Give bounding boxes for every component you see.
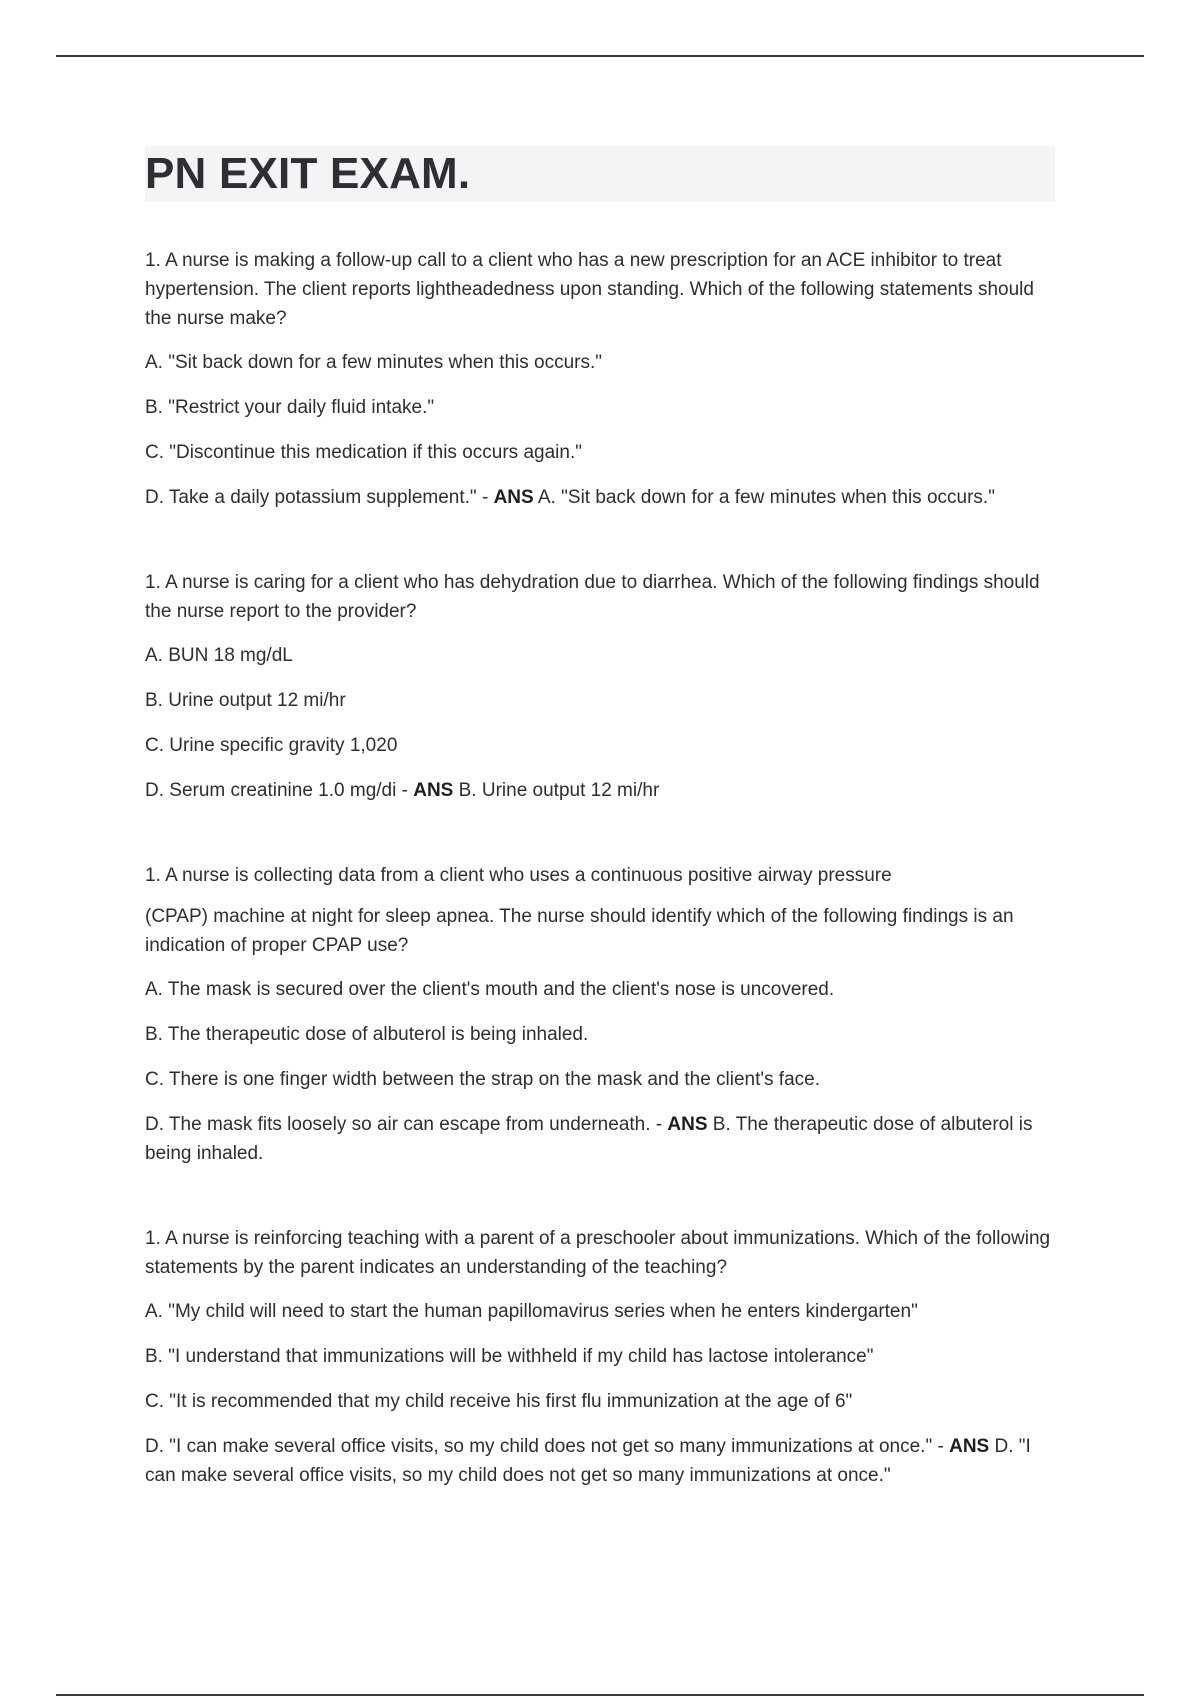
option-c: C. "It is recommended that my child receive his first flu immunization at the age of 6" — [145, 1391, 853, 1412]
question-stem: 1. A nurse is caring for a client who has dehydration due to diarrhea. Which of the following findings should the nurse report to the provider? — [145, 572, 1040, 622]
option-d: D. "I can make several office visits, so my child does not get so many immunizations at once." - — [145, 1436, 950, 1457]
option-d-with-answer — [145, 483, 1055, 512]
option-a: A. BUN 18 mg/dL — [145, 645, 293, 666]
question-block — [145, 246, 1055, 512]
top-divider — [56, 55, 1144, 57]
question-block — [145, 568, 1055, 805]
answer-text: B. Urine output 12 mi/hr — [453, 780, 660, 801]
option-d: D. The mask fits loosely so air can escape from underneath. - — [145, 1114, 668, 1135]
question-stem-continued: (CPAP) machine at night for sleep apnea. The nurse should identify which of the following findings is an indication of proper CPAP use? — [145, 906, 1014, 956]
answer-label: ANS — [413, 780, 454, 801]
bottom-divider — [56, 1694, 1144, 1696]
option-b: B. "I understand that immunizations will be withheld if my child has lactose intolerance" — [145, 1346, 874, 1367]
title-band — [145, 146, 1055, 202]
question-block — [145, 1224, 1055, 1490]
option-a: A. "My child will need to start the human papillomavirus series when he enters kindergarten" — [145, 1301, 918, 1322]
option-d: D. Take a daily potassium supplement." - — [145, 487, 494, 508]
option-b: B. The therapeutic dose of albuterol is being inhaled. — [145, 1024, 589, 1045]
option-d-with-answer — [145, 1432, 1055, 1490]
answer-label: ANS — [667, 1114, 708, 1135]
page-title: PN EXIT EXAM. — [145, 149, 471, 198]
answer-text: A. "Sit back down for a few minutes when this occurs." — [533, 487, 995, 508]
answer-text: B. The therapeutic dose of albuterol is being inhaled. — [145, 1114, 1033, 1164]
option-a: A. The mask is secured over the client's mouth and the client's nose is uncovered. — [145, 979, 835, 1000]
option-d-with-answer — [145, 776, 1055, 805]
option-b: B. "Restrict your daily fluid intake." — [145, 397, 435, 418]
option-c: C. "Discontinue this medication if this occurs again." — [145, 442, 582, 463]
option-c: C. There is one finger width between the strap on the mask and the client's face. — [145, 1069, 820, 1090]
answer-text: D. "I can make several office visits, so my child does not get so many immunizations at once." — [145, 1436, 1031, 1486]
document-body — [145, 146, 1055, 1506]
answer-label: ANS — [949, 1436, 990, 1457]
question-block — [145, 861, 1055, 1168]
answer-label: ANS — [493, 487, 534, 508]
option-a: A. "Sit back down for a few minutes when this occurs." — [145, 352, 603, 373]
option-d: D. Serum creatinine 1.0 mg/di - — [145, 780, 414, 801]
question-stem: 1. A nurse is reinforcing teaching with a parent of a preschooler about immunizations. Which of the following statements by the parent indicates an understanding of the teaching? — [145, 1228, 1051, 1278]
option-d-with-answer — [145, 1110, 1055, 1168]
option-b: B. Urine output 12 mi/hr — [145, 690, 346, 711]
question-stem: 1. A nurse is making a follow-up call to a client who has a new prescription for an ACE inhibitor to treat hypertension. The client reports lightheadedness upon standing. Which of the following statements should the nurse make? — [145, 250, 1034, 329]
option-c: C. Urine specific gravity 1,020 — [145, 735, 398, 756]
question-stem: 1. A nurse is collecting data from a client who uses a continuous positive airway pressure — [145, 865, 892, 886]
